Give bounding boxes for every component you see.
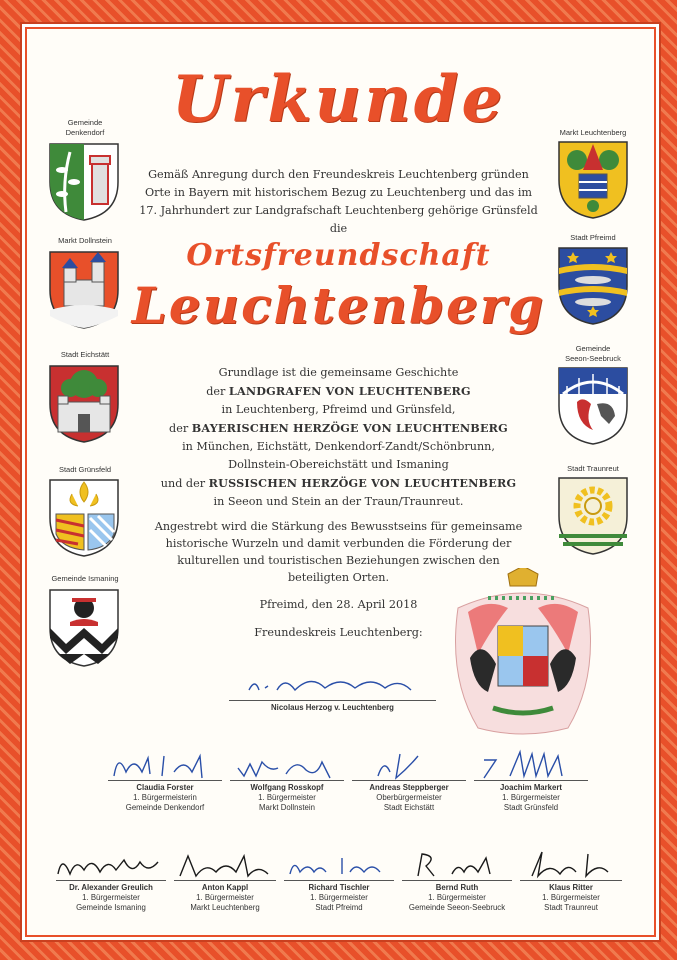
signer-role: 1. Bürgermeister	[258, 793, 316, 803]
purpose-line: kulturellen und touristischen Beziehungen zwischen den	[177, 554, 500, 567]
friendship-name-line2: Leuchtenberg	[131, 276, 546, 335]
crest-label-denkendorf	[30, 118, 140, 138]
history-line	[150, 474, 527, 493]
crest-label-seeon-seebruck	[538, 344, 648, 364]
coat-of-arms-traunreut-icon	[557, 476, 629, 556]
signature-greulich	[52, 848, 170, 914]
signer-name: Joachim Markert	[500, 783, 562, 792]
history-line-prefix: und der	[160, 477, 209, 490]
crest-label-line: Gemeinde	[67, 118, 103, 127]
crest-label-leuchtenberg	[538, 128, 648, 138]
signature-line	[230, 780, 344, 781]
signer-place: Stadt Traunreut	[544, 903, 598, 913]
signer-name: Nicolaus Herzog v. Leuchtenberg	[271, 703, 394, 712]
signature-line	[352, 780, 466, 781]
signer-role: 1. Bürgermeister	[82, 893, 140, 903]
signer-role: 1. Bürgermeister	[428, 893, 486, 903]
intro-line: 17. Jahrhundert zur Landgrafschaft Leuchtenberg gehörige Grünsfeld die	[139, 204, 538, 235]
handwritten-signature-icon	[52, 848, 170, 880]
signer-role: 1. Bürgermeister	[310, 893, 368, 903]
history-line-prefix: der	[169, 422, 192, 435]
coat-of-arms-eichstaett-icon	[48, 364, 120, 444]
signer-name: Claudia Forster	[136, 783, 194, 792]
coat-of-arms-leuchtenberg-icon	[557, 140, 629, 220]
signature-markert	[470, 748, 592, 814]
intro-line: Gemäß Anregung durch den Freundeskreis Leuchtenberg gründen	[148, 168, 529, 181]
handwritten-signature-icon	[470, 748, 592, 780]
crest-label-line: Seeon-Seebruck	[565, 354, 621, 363]
history-line: Grundlage ist die gemeinsame Geschichte	[218, 366, 459, 379]
history-line: in Seeon und Stein an der Traun/Traunreut.	[213, 495, 464, 508]
signer-place: Stadt Eichstätt	[383, 803, 435, 813]
crest-label-dollnstein	[30, 236, 140, 246]
history-line: in München, Eichstätt, Denkendorf-Zandt/Schönbrunn,	[182, 440, 495, 453]
intro-text	[130, 166, 547, 238]
history-line	[150, 382, 527, 401]
crest-label-line: Stadt Grünsfeld	[58, 465, 112, 474]
signature-rosskopf	[226, 748, 348, 814]
signature-kappl	[170, 848, 280, 914]
handwritten-signature-icon	[348, 748, 470, 780]
signer-place: Gemeinde Ismaning	[76, 903, 146, 913]
signer-place: Stadt Grünsfeld	[503, 803, 559, 813]
crest-label-line: Stadt Traunreut	[567, 464, 619, 473]
signature-tischler	[280, 848, 398, 914]
crest-label-line: Denkendorf	[65, 128, 105, 137]
signer-place: Markt Leuchtenberg	[190, 903, 260, 913]
purpose-line: historische Wurzeln und damit verbunden die Förderung der	[165, 537, 512, 550]
crest-label-line: Markt Leuchtenberg	[559, 128, 627, 137]
purpose-line: beteiligten Orten.	[287, 571, 390, 584]
signer-name: Dr. Alexander Greulich	[69, 883, 153, 892]
signature-ritter	[516, 848, 626, 914]
signature-steppberger	[348, 748, 470, 814]
crest-label-pfreimd	[538, 233, 648, 243]
crest-label-gruensfeld	[30, 465, 140, 475]
crest-label-ismaning	[30, 574, 140, 584]
signer-role: 1. Bürgermeisterin	[133, 793, 197, 803]
coat-of-arms-denkendorf-icon	[48, 142, 120, 222]
signer-name: Klaus Ritter	[549, 883, 593, 892]
signature-line	[108, 780, 222, 781]
history-line	[150, 419, 527, 438]
russian-dukes-heading: RUSSISCHEN HERZÖGE VON LEUCHTENBERG	[208, 476, 517, 490]
coat-of-arms-seeon-seebruck-icon	[557, 366, 629, 446]
signature-line	[520, 880, 622, 881]
crest-label-line: Stadt Eichstätt	[60, 350, 110, 359]
signer-name: Andreas Steppberger	[369, 783, 449, 792]
signer-name: Bernd Ruth	[435, 883, 479, 892]
signature-nicolaus	[225, 668, 440, 713]
intro-line: Orte in Bayern mit historischem Bezug zu Leuchtenberg und das im	[144, 186, 533, 199]
crest-label-line: Gemeinde	[575, 344, 611, 353]
bavarian-dukes-heading: BAYERISCHEN HERZÖGE VON LEUCHTENBERG	[191, 421, 508, 435]
handwritten-signature-icon	[225, 668, 440, 700]
signature-line	[56, 880, 166, 881]
crest-label-eichstaett	[30, 350, 140, 360]
handwritten-signature-icon	[170, 848, 280, 880]
signer-place: Gemeinde Seeon-Seebruck	[408, 903, 506, 913]
leuchtenberg-family-coat-of-arms-icon	[448, 568, 598, 740]
history-line-prefix: der	[206, 385, 229, 398]
signer-role: 1. Bürgermeister	[502, 793, 560, 803]
crest-label-line: Gemeinde Ismaning	[51, 574, 119, 583]
signature-forster	[104, 748, 226, 814]
landgrafen-heading: LANDGRAFEN VON LEUCHTENBERG	[228, 384, 471, 398]
signature-line	[474, 780, 588, 781]
signature-line	[402, 880, 512, 881]
signer-place: Gemeinde Denkendorf	[125, 803, 205, 813]
certificate-title: Urkunde	[171, 62, 506, 137]
signer-role: Oberbürgermeister	[376, 793, 442, 803]
handwritten-signature-icon	[280, 848, 398, 880]
signer-name: Richard Tischler	[308, 883, 370, 892]
signer-place: Stadt Pfreimd	[315, 903, 363, 913]
history-line: Dollnstein-Obereichstätt und Ismaning	[228, 458, 449, 471]
handwritten-signature-icon	[226, 748, 348, 780]
crest-label-traunreut	[538, 464, 648, 474]
coat-of-arms-pfreimd-icon	[557, 246, 629, 326]
signature-line	[174, 880, 276, 881]
signature-ruth	[398, 848, 516, 914]
signature-line	[284, 880, 394, 881]
friendship-name-line1: Ortsfreundschaft	[186, 238, 491, 273]
handwritten-signature-icon	[398, 848, 516, 880]
signer-place: Markt Dollnstein	[259, 803, 315, 813]
history-text	[150, 364, 527, 511]
purpose-line: Angestrebt wird die Stärkung des Bewusstseins für gemeinsame	[154, 520, 523, 533]
handwritten-signature-icon	[516, 848, 626, 880]
coat-of-arms-ismaning-icon	[48, 588, 120, 668]
handwritten-signature-icon	[104, 748, 226, 780]
crest-label-line: Markt Dollnstein	[58, 236, 112, 245]
crest-label-line: Stadt Pfreimd	[570, 233, 616, 242]
friends-circle-label: Freundeskreis Leuchtenberg:	[254, 626, 423, 639]
signer-role: 1. Bürgermeister	[542, 893, 600, 903]
signer-role: 1. Bürgermeister	[196, 893, 254, 903]
date-place: Pfreimd, den 28. April 2018	[259, 598, 418, 611]
signer-name: Wolfgang Rosskopf	[250, 783, 324, 792]
coat-of-arms-gruensfeld-icon	[48, 478, 120, 558]
history-line: in Leuchtenberg, Pfreimd und Grünsfeld,	[221, 403, 456, 416]
signature-line	[229, 700, 436, 701]
signer-name: Anton Kappl	[201, 883, 249, 892]
coat-of-arms-dollnstein-icon	[48, 250, 120, 330]
